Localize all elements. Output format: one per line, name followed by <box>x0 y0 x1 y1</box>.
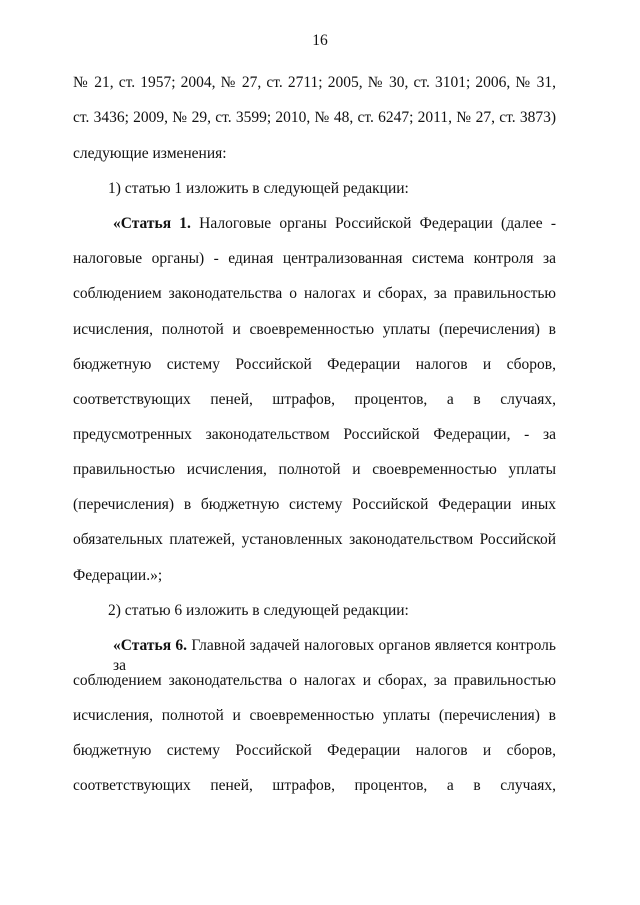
text-line: обязательных платежей, установленных законодательством Российской <box>73 531 556 548</box>
list-item-2-heading: 2) статью 6 изложить в следующей редакции: <box>108 602 409 619</box>
text-line: соблюдением законодательства о налогах и сборах, за правильностью <box>73 285 556 302</box>
text-line: соответствующих пеней, штрафов, процентов, а в случаях, <box>73 777 556 794</box>
text-line: правильностью исчисления, полнотой и своевременностью уплаты <box>73 461 556 478</box>
page-number: 16 <box>312 32 328 49</box>
text-line: № 21, ст. 1957; 2004, № 27, ст. 2711; 2005, № 30, ст. 3101; 2006, № 31, <box>73 74 556 91</box>
text-line: налоговые органы) - единая централизованная система контроля за <box>73 250 556 267</box>
text-line: ст. 3436; 2009, № 29, ст. 3599; 2010, № 48, ст. 6247; 2011, № 27, ст. 3873) <box>73 109 556 126</box>
text-line: соответствующих пеней, штрафов, процентов, а в случаях, <box>73 391 556 408</box>
text-line: исчисления, полнотой и своевременностью уплаты (перечисления) в <box>73 707 556 724</box>
text-line: исчисления, полнотой и своевременностью уплаты (перечисления) в <box>73 321 556 338</box>
article-1-title: «Статья 1. <box>113 215 191 232</box>
text-line: бюджетную систему Российской Федерации налогов и сборов, <box>73 356 556 373</box>
article-6-title: «Статья 6. <box>113 637 188 654</box>
text-line: (перечисления) в бюджетную систему Российской Федерации иных <box>73 496 556 513</box>
text-line: предусмотренных законодательством Российской Федерации, - за <box>73 426 556 443</box>
list-item-1-heading: 1) статью 1 изложить в следующей редакции: <box>108 180 409 197</box>
article-6-heading-line: «Статья 6. Главной задачей налоговых органов является контроль за <box>113 637 556 674</box>
article-1-heading-line: «Статья 1. Налоговые органы Российской Федерации (далее - <box>113 215 556 232</box>
text-line: соблюдением законодательства о налогах и сборах, за правильностью <box>73 672 556 689</box>
text-line: Федерации.»; <box>73 567 163 584</box>
text-line: бюджетную систему Российской Федерации налогов и сборов, <box>73 742 556 759</box>
text-line: следующие изменения: <box>73 145 227 162</box>
